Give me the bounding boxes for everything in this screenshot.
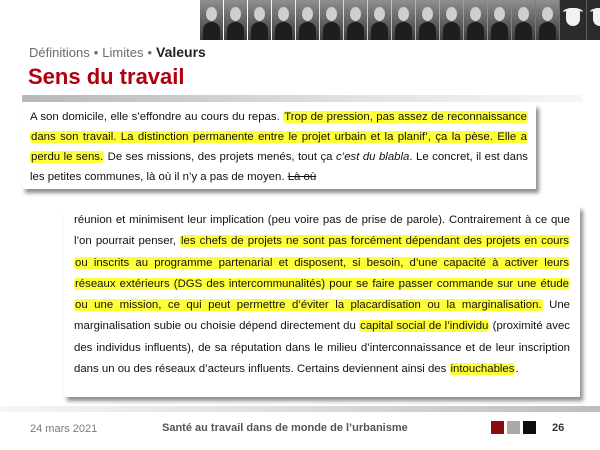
highlighted-text: les chefs de projets ne sont pas forcément dépendant des projets en cours ou inscrits au programme partenarial et disposent, si besoin, d’une capacité à activer leurs réseaux extérieurs (DGS des intercommunalités) pour se faire passer commande sur une étude ou une mission, ce qui peut permettre d’éviter la placardisation ou la marginalisation. xyxy=(75,235,569,312)
header-banner xyxy=(0,0,600,40)
footer-title: Santé au travail dans de monde de l’urbanisme xyxy=(162,422,408,434)
footer-divider xyxy=(0,406,600,412)
breadcrumb-separator: • xyxy=(147,45,153,60)
highlighted-text: capital social de l’individu xyxy=(360,320,489,333)
portrait-image xyxy=(464,0,487,40)
excerpt-text: Une marginalisation subie ou choisie dépend directement du xyxy=(74,299,571,333)
slide-title: Sens du travail xyxy=(28,64,185,89)
portrait-image xyxy=(248,0,271,40)
portrait-image xyxy=(512,0,535,40)
excerpt-text: réunion et minimisent leur implication (peu voire pas de prise de parole). Contrairement à ce que l’on pourrait penser, xyxy=(74,214,570,248)
excerpt-text: A son domicile, elle s’effondre au cours du repas. xyxy=(30,111,284,123)
highlighted-text: Trop de pression, pas assez de reconnaissance dans son travail. La distinction permanente entre le projet urbain et la planif’, ça la pèse. Elle a perdu le sens. xyxy=(31,111,527,163)
portrait-image xyxy=(224,0,247,40)
italic-quote: c’est du blabla xyxy=(335,151,410,163)
gray-square-icon xyxy=(507,421,520,434)
struck-text: Là où xyxy=(287,171,317,183)
portrait-image xyxy=(440,0,463,40)
breadcrumb-item-limites: Limites xyxy=(102,45,144,60)
quote-excerpt-1 xyxy=(22,104,536,189)
portrait-image xyxy=(392,0,415,40)
breadcrumb-separator: • xyxy=(93,45,99,60)
portrait-image xyxy=(368,0,391,40)
breadcrumb xyxy=(29,44,206,60)
red-square-icon xyxy=(491,421,504,434)
footer-date: 24 mars 2021 xyxy=(30,423,98,435)
portrait-image xyxy=(536,0,559,40)
portrait-image xyxy=(272,0,295,40)
quote-excerpt-2 xyxy=(64,206,580,397)
portrait-image xyxy=(200,0,223,40)
excerpt-text: . xyxy=(515,363,519,376)
portrait-image xyxy=(320,0,343,40)
portrait-image xyxy=(488,0,511,40)
portrait-image xyxy=(344,0,367,40)
highlighted-text: intouchables xyxy=(450,363,515,376)
portrait-image xyxy=(416,0,439,40)
excerpt-text: (proximité avec des individus influents), de sa réputation dans le milieu d’interconnaissance et de leur inscription dans un ou des réseaux d’acteurs influents. Certains deviennent ainsi des xyxy=(74,320,570,376)
cow-icon xyxy=(587,0,600,40)
cow-icon xyxy=(560,0,586,40)
breadcrumb-item-definitions: Définitions xyxy=(29,45,90,60)
excerpt-text: De ses missions, des projets menés, tout ça xyxy=(104,151,336,163)
page-number: 26 xyxy=(552,422,565,434)
black-square-icon xyxy=(523,421,536,434)
portrait-image xyxy=(296,0,319,40)
title-divider xyxy=(22,95,582,102)
excerpt-text: . Le concret, il est dans les petites communes, là où il n’y a pas de moyen. xyxy=(30,151,528,183)
breadcrumb-current-valeurs: Valeurs xyxy=(156,44,206,60)
portrait-strip xyxy=(200,0,600,40)
